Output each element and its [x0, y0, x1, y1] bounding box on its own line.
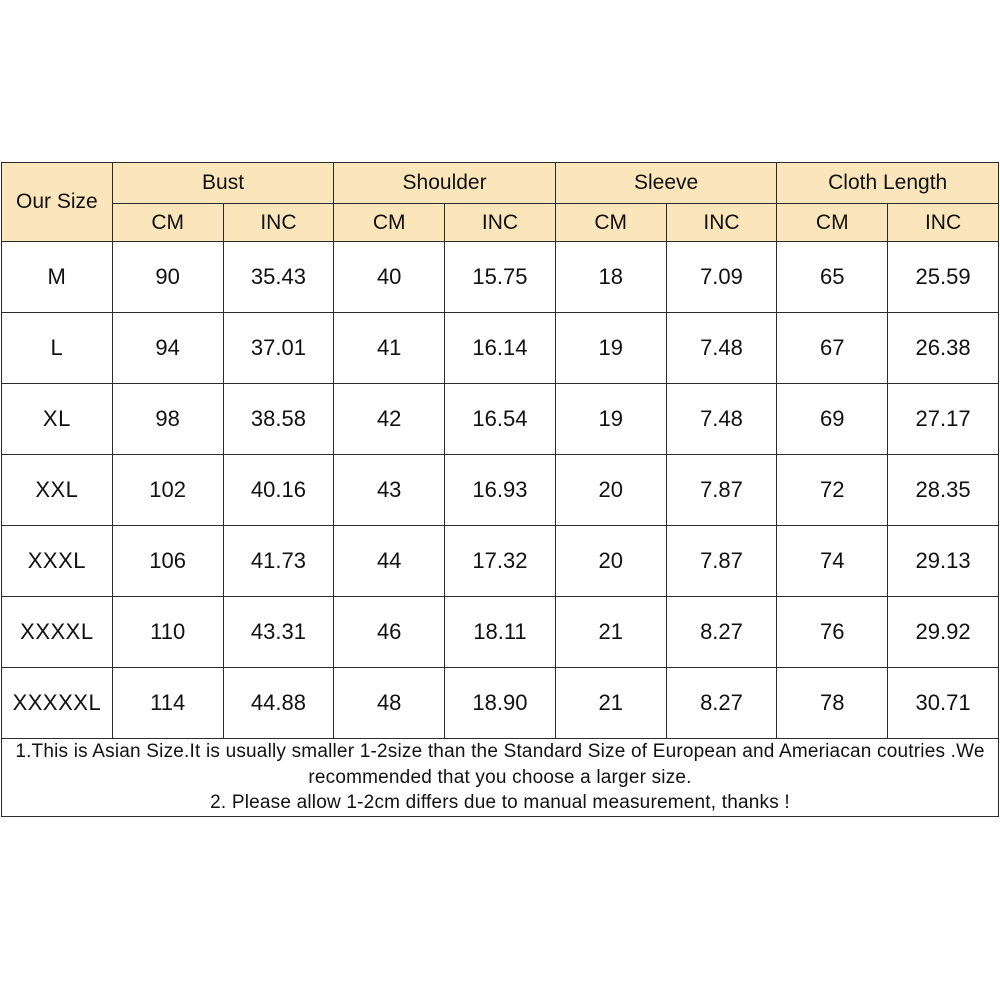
- cell-size: M: [2, 242, 113, 313]
- cell-shoulder-inc: 16.14: [445, 313, 556, 384]
- cell-size: XXXXL: [2, 597, 113, 668]
- cell-sleeve-inc: 7.48: [666, 384, 777, 455]
- cell-shoulder-cm: 44: [334, 526, 445, 597]
- cell-bust-cm: 102: [112, 455, 223, 526]
- header-unit-shoulder-inc: INC: [445, 204, 556, 242]
- cell-bust-inc: 38.58: [223, 384, 334, 455]
- cell-bust-cm: 106: [112, 526, 223, 597]
- header-our-size: Our Size: [2, 163, 113, 242]
- cell-shoulder-cm: 41: [334, 313, 445, 384]
- cell-size: XXXXXL: [2, 668, 113, 739]
- cell-size: L: [2, 313, 113, 384]
- note-line-1: 1.This is Asian Size.It is usually smaller 1-2size than the Standard Size of European and Ameriacan coutries .We: [15, 741, 985, 762]
- table-row: [2, 597, 999, 668]
- header-group-cloth-length: Cloth Length: [777, 163, 999, 204]
- header-unit-bust-inc: INC: [223, 204, 334, 242]
- cell-bust-inc: 44.88: [223, 668, 334, 739]
- cell-cloth-cm: 72: [777, 455, 888, 526]
- header-group-sleeve: Sleeve: [555, 163, 777, 204]
- note-line-3: 2. Please allow 1-2cm differs due to manual measurement, thanks !: [210, 792, 790, 814]
- notes-row: [2, 739, 999, 817]
- cell-cloth-cm: 78: [777, 668, 888, 739]
- cell-cloth-inc: 26.38: [888, 313, 999, 384]
- table-body: [2, 242, 999, 817]
- cell-size: XXL: [2, 455, 113, 526]
- notes-container: [2, 739, 999, 817]
- table-row: [2, 668, 999, 739]
- note-line-2: recommended that you choose a larger size.: [308, 766, 692, 788]
- cell-cloth-cm: 76: [777, 597, 888, 668]
- cell-cloth-inc: 29.92: [888, 597, 999, 668]
- table-row: [2, 526, 999, 597]
- cell-cloth-cm: 74: [777, 526, 888, 597]
- cell-sleeve-cm: 18: [555, 242, 666, 313]
- cell-sleeve-inc: 8.27: [666, 668, 777, 739]
- cell-bust-inc: 35.43: [223, 242, 334, 313]
- header-unit-sleeve-cm: CM: [555, 204, 666, 242]
- header-unit-cloth-cm: CM: [777, 204, 888, 242]
- cell-sleeve-inc: 7.09: [666, 242, 777, 313]
- cell-shoulder-cm: 40: [334, 242, 445, 313]
- cell-sleeve-cm: 20: [555, 455, 666, 526]
- cell-bust-cm: 90: [112, 242, 223, 313]
- cell-sleeve-cm: 21: [555, 597, 666, 668]
- cell-size: XXXL: [2, 526, 113, 597]
- cell-sleeve-cm: 21: [555, 668, 666, 739]
- cell-shoulder-inc: 16.54: [445, 384, 556, 455]
- cell-shoulder-inc: 15.75: [445, 242, 556, 313]
- header-unit-sleeve-inc: INC: [666, 204, 777, 242]
- cell-bust-cm: 114: [112, 668, 223, 739]
- cell-sleeve-cm: 20: [555, 526, 666, 597]
- cell-cloth-inc: 25.59: [888, 242, 999, 313]
- table-header: [2, 163, 999, 242]
- cell-cloth-inc: 28.35: [888, 455, 999, 526]
- cell-sleeve-inc: 7.87: [666, 526, 777, 597]
- cell-shoulder-cm: 43: [334, 455, 445, 526]
- cell-shoulder-cm: 48: [334, 668, 445, 739]
- cell-cloth-inc: 29.13: [888, 526, 999, 597]
- cell-shoulder-cm: 46: [334, 597, 445, 668]
- cell-cloth-inc: 30.71: [888, 668, 999, 739]
- header-group-shoulder: Shoulder: [334, 163, 556, 204]
- header-group-bust: Bust: [112, 163, 334, 204]
- cell-cloth-inc: 27.17: [888, 384, 999, 455]
- size-chart-table: [1, 162, 999, 817]
- table-row: [2, 242, 999, 313]
- table-row: [2, 313, 999, 384]
- cell-cloth-cm: 65: [777, 242, 888, 313]
- cell-cloth-cm: 69: [777, 384, 888, 455]
- cell-bust-inc: 40.16: [223, 455, 334, 526]
- cell-bust-cm: 110: [112, 597, 223, 668]
- header-unit-bust-cm: CM: [112, 204, 223, 242]
- cell-sleeve-cm: 19: [555, 313, 666, 384]
- cell-sleeve-inc: 8.27: [666, 597, 777, 668]
- table-row: [2, 455, 999, 526]
- cell-shoulder-inc: 18.90: [445, 668, 556, 739]
- cell-sleeve-inc: 7.48: [666, 313, 777, 384]
- cell-bust-cm: 94: [112, 313, 223, 384]
- cell-shoulder-inc: 17.32: [445, 526, 556, 597]
- cell-size: XL: [2, 384, 113, 455]
- cell-bust-inc: 37.01: [223, 313, 334, 384]
- header-unit-shoulder-cm: CM: [334, 204, 445, 242]
- header-row-groups: [2, 163, 999, 204]
- table-row: [2, 384, 999, 455]
- size-chart-container: [0, 162, 1000, 817]
- cell-shoulder-inc: 16.93: [445, 455, 556, 526]
- cell-bust-inc: 43.31: [223, 597, 334, 668]
- cell-sleeve-inc: 7.87: [666, 455, 777, 526]
- header-row-units: [2, 204, 999, 242]
- cell-cloth-cm: 67: [777, 313, 888, 384]
- cell-bust-cm: 98: [112, 384, 223, 455]
- header-unit-cloth-inc: INC: [888, 204, 999, 242]
- cell-sleeve-cm: 19: [555, 384, 666, 455]
- cell-shoulder-inc: 18.11: [445, 597, 556, 668]
- cell-bust-inc: 41.73: [223, 526, 334, 597]
- cell-shoulder-cm: 42: [334, 384, 445, 455]
